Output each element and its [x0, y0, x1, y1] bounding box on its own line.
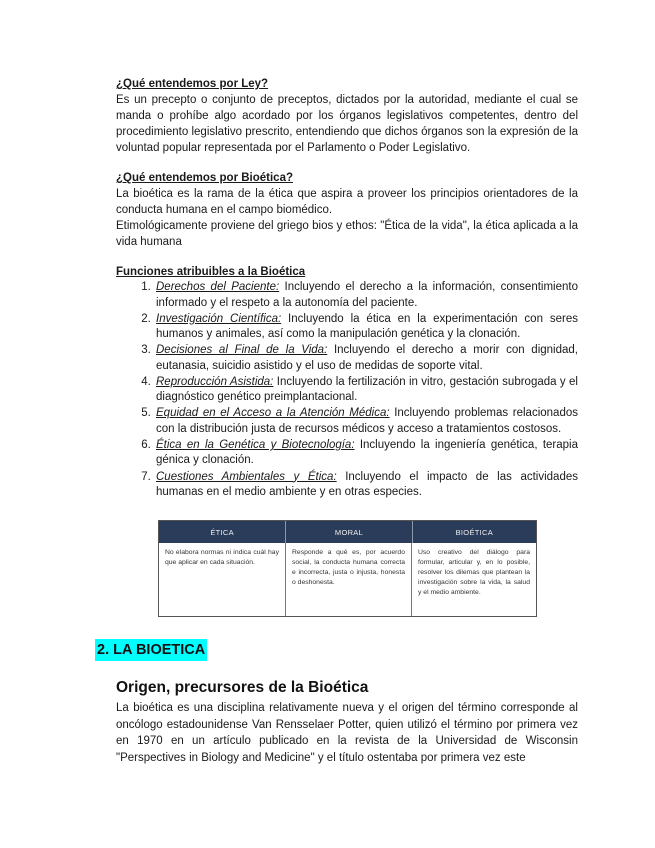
- list-item-term: Equidad en el Acceso a la Atención Médica:: [156, 407, 390, 420]
- comparison-table: [158, 520, 537, 617]
- list-item-text: Incluyendo la ingeniería genética, terapia génica y clonación.: [156, 438, 578, 467]
- list-item: [154, 312, 578, 343]
- bioetica-paragraph-1: La bioética es la rama de la ética que aspira a proveer los principios orientadores de la conducta humana en el campo biomédico.: [116, 188, 578, 216]
- table-cell-etica: No elabora normas ni indica cuál hay que aplicar en cada situación.: [159, 543, 286, 616]
- list-item-term: Ética en la Genética y Biotecnología:: [156, 438, 355, 451]
- list-item-term: Cuestiones Ambientales y Ética:: [156, 470, 337, 483]
- list-item: [154, 438, 578, 469]
- list-item-term: Reproducción Asistida:: [156, 375, 274, 388]
- list-item-text: Incluyendo la fertilización in vitro, gestación subrogada y el diagnóstico genético preimplantacional.: [156, 375, 578, 404]
- origin-paragraph: La bioética es una disciplina relativamente nueva y el origen del término corresponde al oncólogo estadounidense Van Rensselaer Potter, quien utilizó el término por primera vez en 1970 en un artículo publicado en la revista de la Universidad de Wisconsin "Perspectives in Biology and Medicine" y el título ostentaba por primera vez este: [116, 702, 578, 764]
- ley-heading: ¿Qué entendemos por Ley?: [116, 78, 269, 90]
- bioetica-paragraph-2: Etimológicamente proviene del griego bios y ethos: "Ética de la vida", la ética aplicada a la vida humana: [116, 220, 578, 248]
- list-item-text: Incluyendo el derecho a morir con dignidad, eutanasia, suicidio asistido y el uso de medidas de soporte vital.: [156, 344, 578, 372]
- table-header-bioetica: BIOÉTICA: [455, 527, 494, 537]
- bioetica-heading: ¿Qué entendemos por Bioética?: [116, 172, 293, 184]
- list-item: [154, 406, 578, 437]
- table-header-moral: MORAL: [286, 521, 412, 543]
- funciones-list: [116, 280, 578, 501]
- section-title: 2. LA BIOETICA: [95, 639, 207, 661]
- list-item-text: Incluyendo el impacto de las actividades humanas en el medio ambiente y en otras especies.: [156, 470, 578, 499]
- list-item-text: Incluyendo la ética en la experimentación con seres humanos y animales, así como la manipulación genética y la clonación.: [156, 312, 578, 341]
- ley-paragraph: Es un precepto o conjunto de preceptos, dictados por la autoridad, mediante el cual se manda o prohíbe algo acordado por los órganos legislativos competentes, dentro del procedimiento legislativo prescrito, entendiendo que dichos órganos son la expresión de la voluntad popular representada por el Parlamento o Poder Legislativo.: [116, 94, 578, 154]
- list-item-term: Derechos del Paciente:: [156, 281, 280, 293]
- main-content: [116, 76, 578, 501]
- list-item-text: Incluyendo el derecho a la información, consentimiento informado y el respeto a la autonomía del paciente.: [156, 281, 578, 309]
- list-item-text: Incluyendo problemas relacionados con la distribución justa de recursos médicos y acceso a tratamientos costosos.: [156, 407, 578, 435]
- table-header-row: [159, 521, 536, 543]
- table-header-etica: ÉTICA: [159, 521, 286, 543]
- list-item: [154, 343, 578, 374]
- list-item-term: Investigación Científica:: [156, 312, 282, 325]
- table-cell-moral: Responde a qué es, por acuerdo social, la conducta humana correcta e incorrecta, justa o injusta, honesta o deshonesta.: [286, 543, 412, 616]
- list-item: [154, 470, 578, 501]
- table-row: [159, 543, 536, 616]
- list-item-term: Decisiones al Final de la Vida:: [156, 344, 328, 357]
- list-item: [154, 375, 578, 406]
- origin-subheading: Origen, precursores de la Bioética: [116, 679, 369, 696]
- list-item: [154, 280, 578, 311]
- table-cell-bioetica: Uso creativo del diálogo para formular, articular y, en lo posible, resolver los dilemas que plantean la investigación sobre la vida, la salud y el medio ambiente.: [418, 549, 530, 596]
- funciones-heading: Funciones atribuibles a la Bioética: [116, 266, 306, 278]
